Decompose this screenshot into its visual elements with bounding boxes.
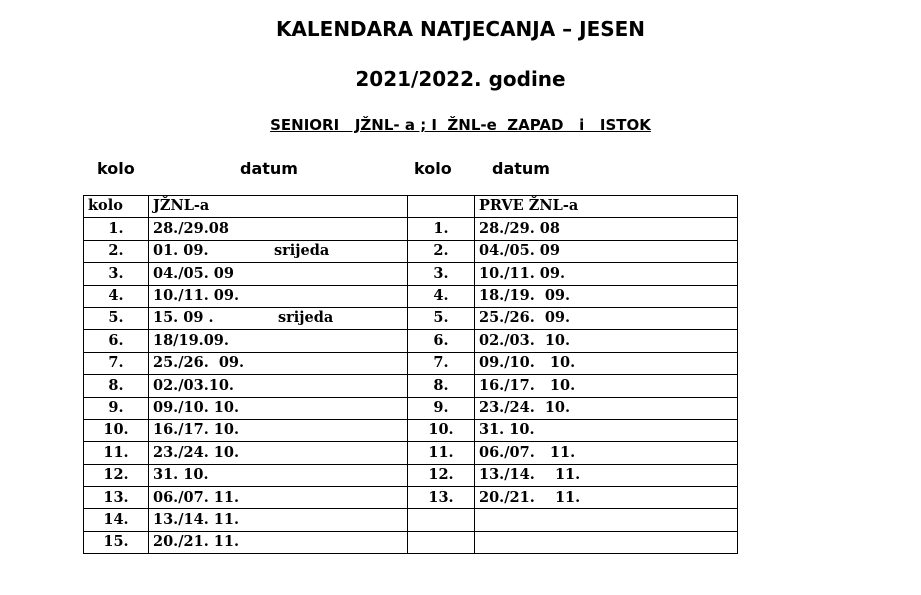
right-round-cell: 12.	[408, 464, 475, 486]
left-round-cell: 3.	[84, 263, 149, 285]
right-date-cell	[475, 375, 738, 397]
table-row	[84, 509, 738, 531]
schedule-table-body	[84, 196, 738, 554]
left-date: 10./11. 09.	[153, 287, 240, 304]
table-row	[84, 531, 738, 553]
left-date: 31. 10.	[153, 466, 209, 484]
left-round-cell: 12.	[84, 464, 149, 486]
left-date-cell	[149, 352, 408, 374]
right-date-cell	[475, 240, 738, 262]
right-date-cell	[475, 442, 738, 464]
right-round-cell: 11.	[408, 442, 475, 464]
left-date: 13./14. 11.	[153, 510, 240, 528]
table-header-row	[84, 196, 738, 218]
left-date-cell	[149, 419, 408, 441]
right-round-cell: 1.	[408, 218, 475, 240]
right-round-cell	[408, 531, 475, 553]
right-date: 18./19. 09.	[479, 287, 571, 304]
left-date-cell	[149, 464, 408, 486]
right-date: 13./14. 11.	[479, 466, 581, 484]
left-round-cell: 10.	[84, 419, 149, 441]
column-label-datum-right: datum	[492, 159, 550, 178]
left-date: 01. 09.	[153, 242, 209, 260]
right-date: 06./07. 11.	[479, 443, 576, 461]
left-round-cell: 6.	[84, 330, 149, 352]
left-date: 06./07. 11.	[153, 488, 240, 506]
left-round-cell: 2.	[84, 240, 149, 262]
right-date-cell	[475, 397, 738, 419]
table-row	[84, 397, 738, 419]
competition-subtitle: SENIORI JŽNL- a ; I ŽNL-e ZAPAD i ISTOK	[270, 116, 651, 134]
right-date: 16./17. 10.	[479, 376, 576, 394]
left-date-cell	[149, 397, 408, 419]
right-date: 10./11. 09.	[479, 264, 566, 282]
right-date-cell	[475, 352, 738, 374]
right-date: 02./03. 10.	[479, 331, 571, 349]
left-date: 25./26. 09.	[153, 354, 245, 372]
right-date-cell	[475, 285, 738, 307]
right-round-cell: 3.	[408, 263, 475, 285]
left-date-cell	[149, 263, 408, 285]
right-date-cell	[475, 531, 738, 553]
column-label-kolo-right: kolo	[414, 159, 452, 178]
left-date-cell	[149, 285, 408, 307]
right-date-cell	[475, 487, 738, 509]
table-row	[84, 442, 738, 464]
table-row	[84, 240, 738, 262]
right-date: 20./21. 11.	[479, 488, 581, 506]
table-row	[84, 263, 738, 285]
left-date: 16./17. 10.	[153, 421, 240, 439]
table-row	[84, 375, 738, 397]
table-row	[84, 307, 738, 329]
page-title: KALENDARA NATJECANJA – JESEN	[275, 17, 646, 41]
right-round-cell	[408, 509, 475, 531]
left-round-cell: 1.	[84, 218, 149, 240]
right-date-cell	[475, 419, 738, 441]
left-round-cell: 4.	[84, 285, 149, 307]
header-left-league: JŽNL-a	[149, 196, 408, 218]
weekday-note: srijeda	[278, 309, 334, 327]
left-date: 18/19.09.	[153, 331, 229, 349]
left-date: 23./24. 10.	[153, 443, 240, 461]
right-date-cell	[475, 464, 738, 486]
right-date: 31. 10.	[479, 421, 535, 439]
column-label-datum-left: datum	[240, 159, 298, 178]
right-round-cell: 5.	[408, 307, 475, 329]
left-round-cell: 13.	[84, 487, 149, 509]
left-date: 02./03.10.	[153, 376, 234, 394]
left-round-cell: 9.	[84, 397, 149, 419]
left-date-cell	[149, 509, 408, 531]
right-date: 09./10. 10.	[479, 354, 576, 372]
right-round-cell: 2.	[408, 240, 475, 262]
right-round-cell: 8.	[408, 375, 475, 397]
left-round-cell: 8.	[84, 375, 149, 397]
left-date: 20./21. 11.	[153, 533, 240, 551]
table-row	[84, 330, 738, 352]
right-date-cell	[475, 218, 738, 240]
right-round-cell: 9.	[408, 397, 475, 419]
right-round-cell: 13.	[408, 487, 475, 509]
season-title: 2021/2022. godine	[355, 67, 566, 91]
column-label-kolo-left: kolo	[97, 159, 135, 178]
right-date: 28./29. 08	[479, 219, 560, 237]
left-round-cell: 5.	[84, 307, 149, 329]
right-round-cell: 6.	[408, 330, 475, 352]
weekday-note: srijeda	[274, 242, 330, 260]
table-row	[84, 352, 738, 374]
right-round-cell: 10.	[408, 419, 475, 441]
left-round-cell: 15.	[84, 531, 149, 553]
right-date-cell	[475, 263, 738, 285]
right-date: 04./05. 09	[479, 242, 560, 260]
left-date: 15. 09 .	[153, 309, 214, 327]
right-round-cell: 7.	[408, 352, 475, 374]
left-date-cell	[149, 531, 408, 553]
left-date-cell	[149, 487, 408, 509]
table-row	[84, 419, 738, 441]
right-date: 23./24. 10.	[479, 398, 571, 416]
left-date-cell	[149, 307, 408, 329]
left-round-cell: 14.	[84, 509, 149, 531]
left-date-cell	[149, 240, 408, 262]
table-row	[84, 464, 738, 486]
left-date: 04./05. 09	[153, 264, 234, 282]
header-right-league: PRVE ŽNL-a	[475, 196, 738, 218]
left-date: 09./10. 10.	[153, 398, 240, 416]
right-round-cell: 4.	[408, 285, 475, 307]
right-date-cell	[475, 330, 738, 352]
left-round-cell: 11.	[84, 442, 149, 464]
left-date-cell	[149, 218, 408, 240]
left-round-cell: 7.	[84, 352, 149, 374]
table-row	[84, 285, 738, 307]
right-date-cell	[475, 307, 738, 329]
header-kolo: kolo	[84, 196, 149, 218]
right-date: 25./26. 09.	[479, 309, 571, 327]
schedule-table	[83, 195, 738, 554]
table-row	[84, 218, 738, 240]
left-date-cell	[149, 375, 408, 397]
left-date: 28./29.08	[153, 219, 229, 237]
header-right-kolo	[408, 196, 475, 218]
table-row	[84, 487, 738, 509]
left-date-cell	[149, 330, 408, 352]
left-date-cell	[149, 442, 408, 464]
right-date-cell	[475, 509, 738, 531]
